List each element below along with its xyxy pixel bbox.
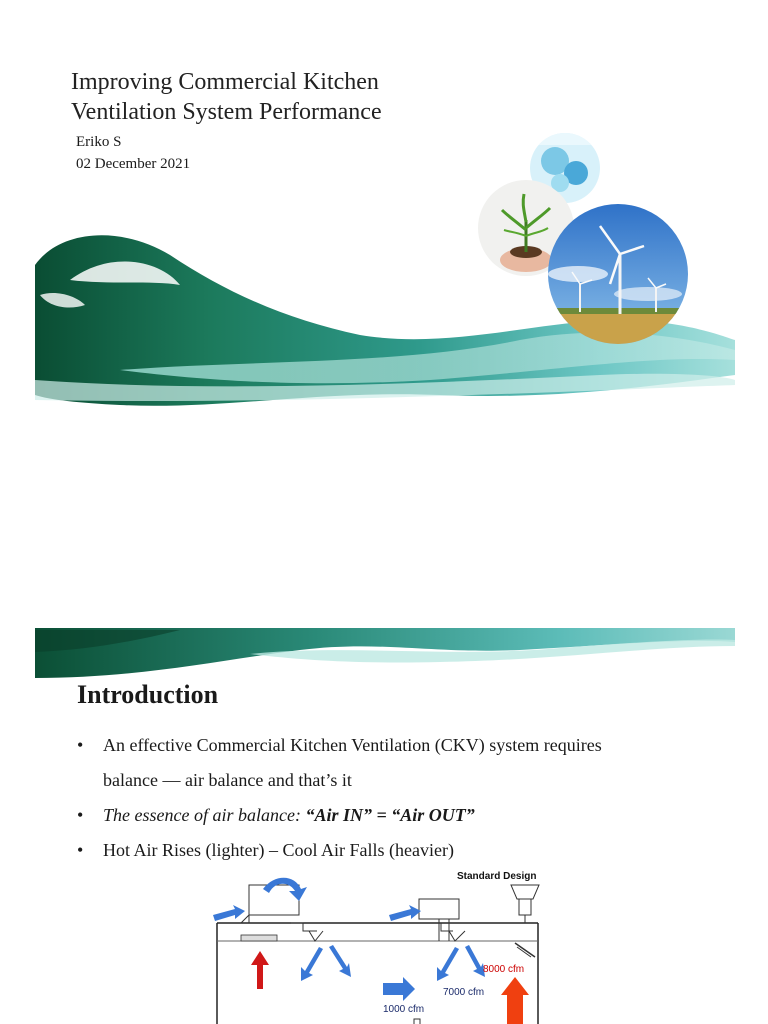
bullet-text: An effective Commercial Kitchen Ventilation (CKV) system requires balance — air balance and that’s it — [103, 735, 602, 790]
ventilation-diagram — [205, 865, 550, 1024]
slide-title-line1: Improving Commercial Kitchen — [71, 69, 379, 95]
introduction-slide — [0, 600, 768, 1024]
label-1000-cfm: 1000 cfm — [383, 1004, 425, 1015]
slide-title-line2: Ventilation System Performance — [71, 99, 382, 125]
slide-title — [71, 67, 382, 127]
bullet-item — [77, 798, 643, 833]
wind-turbines-image — [548, 204, 688, 344]
bullet-text: Hot Air Rises (lighter) – Cool Air Falls (heavier) — [103, 840, 454, 860]
label-7000-cfm: 7000 cfm — [443, 987, 485, 998]
bullet-item — [77, 728, 643, 798]
bullet-text-italic: The essence of air balance: — [103, 805, 306, 825]
bullet-text-bold: “Air IN” = “Air OUT” — [305, 805, 475, 825]
label-8000-cfm: 8000 cfm — [483, 964, 525, 975]
diagram-title: Standard Design — [457, 871, 537, 882]
author: Eriko S — [76, 134, 122, 150]
slide-heading: Introduction — [77, 680, 219, 709]
bullet-item — [77, 833, 643, 868]
presentation-date: 02 December 2021 — [76, 156, 191, 172]
bullet-list — [77, 728, 643, 868]
header-wave-graphic — [0, 620, 768, 682]
